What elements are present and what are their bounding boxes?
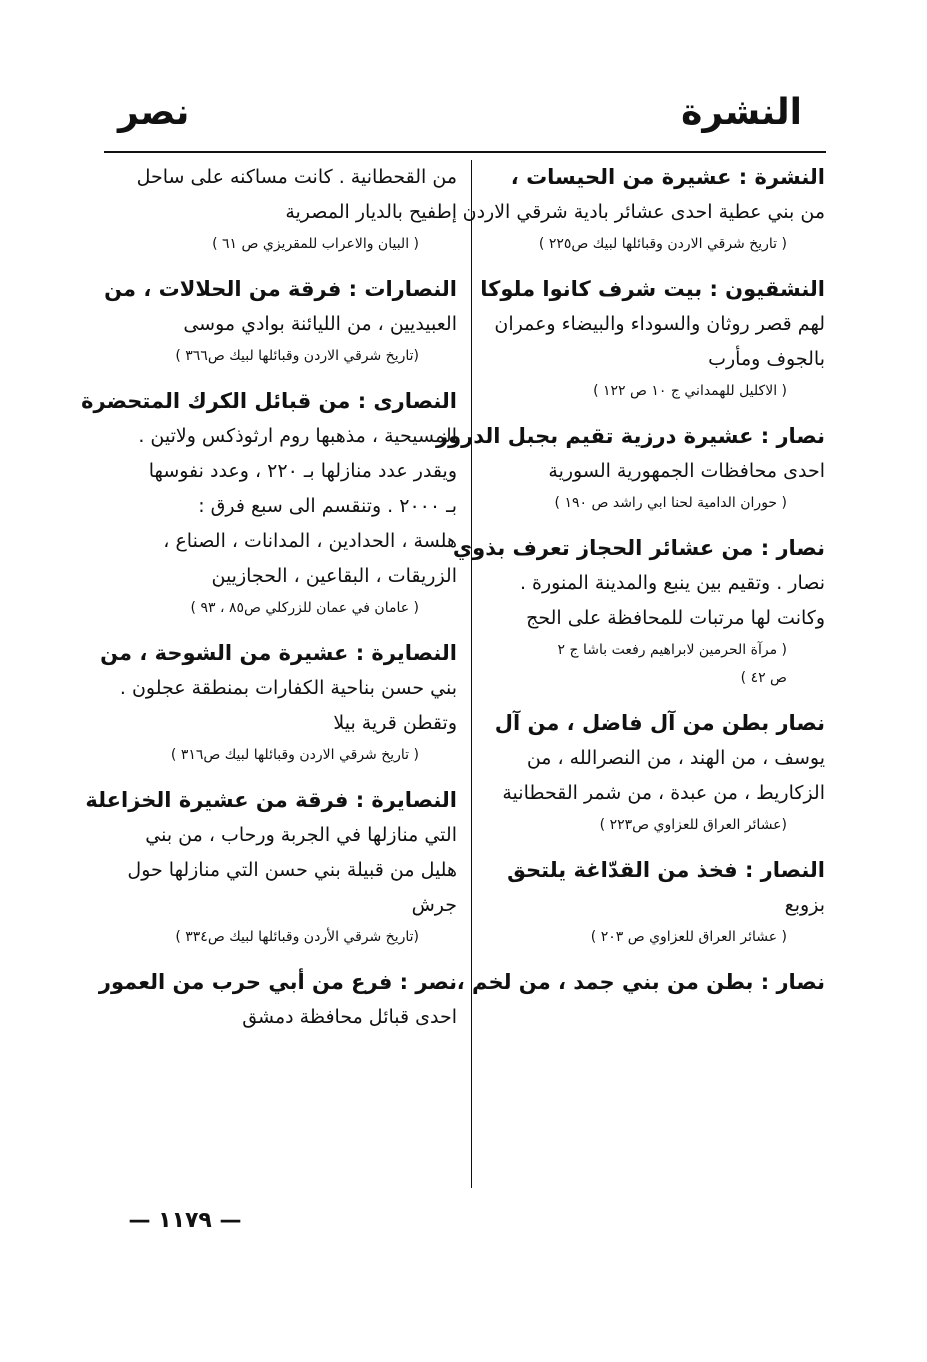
entry-text-line: ويقدر عدد منازلها بـ ٢٢٠ ، وعدد نفوسها [148,460,457,482]
source-citation: ( تاريخ شرقي الاردن وقبائلها لبيك ص٢٢٥ ) [538,236,787,252]
source-citation: ( حوران الدامية لحنا ابي راشد ص ١٩٠ ) [554,495,787,511]
entry-text-line: لهم قصر روثان والسوداء والبيضاء وعمران [494,313,825,335]
entry-headline: نصار : بطن من بني جمد ، من لخم ، [456,970,825,994]
entry-text-line: بني حسن بناحية الكفارات بمنطقة عجلون . [119,677,457,699]
entry [100,636,457,769]
source-citation: ( عشائر العراق للعزاوي ص ٢٠٣ ) [590,929,787,945]
entry-headline: النصارات : فرقة من الحلالات ، من [104,277,457,301]
entry-gap [489,517,825,531]
entry-headline: نصار : عشيرة درزية تقيم بجبل الدروز [436,424,825,448]
source-citation: ( عامان في عمان للزركلي ص٨٥ ، ٩٣ ) [190,600,419,616]
running-head-left: نصر [118,92,190,133]
source-citation: ( مرآة الحرمين لابراهيم رفعت باشا ج ٢ [557,642,787,658]
page-number: — ١١٧٩ — [128,1208,242,1233]
entry [489,853,825,951]
entry [436,419,825,517]
entry-text-line: احدى قبائل محافظة دمشق [242,1006,457,1028]
entry-gap [489,692,825,706]
entry-gap [104,258,457,272]
entry [104,160,457,258]
entry-text-line: المسيحية ، مذهبها روم ارثوذكس ولاتين . [138,425,457,447]
source-citation: (عشائر العراق للعزاوي ص٢٢٣ ) [599,817,787,833]
entry-gap [104,370,457,384]
entry-gap [489,839,825,853]
entry [456,965,825,1000]
entry-headline: النصايرة : عشيرة من الشوحة ، من [100,641,457,665]
entry-text-line: هليل من قبيلة بني حسن التي منازلها حول [127,859,457,881]
entry-text-line: من القحطانية . كانت مساكنه على ساحل [136,166,457,188]
source-citation: (تاريخ شرقي الأردن وقبائلها لبيك ص٣٣٤ ) [175,929,419,945]
entry-text-line: التي منازلها في الجربة ورحاب ، من بني [145,824,457,846]
entry-text-line: الزريقات ، البقاعين ، الحجازيين [211,565,457,587]
entry-headline: النشرة : عشيرة من الحيسات ، [510,165,825,189]
entry-text-line: من بني عطية احدى عشائر بادية شرقي الاردن [462,201,825,223]
entry [462,160,825,258]
entry-gap [489,405,825,419]
entry-text-line: نصار . وتقيم بين ينبع والمدينة المنورة . [519,572,825,594]
entry-gap [104,622,457,636]
source-citation: ( تاريخ شرقي الاردن وقبائلها لبيك ص٣١٦ ) [170,747,419,763]
entry-text-line: بالجوف ومأرب [708,348,825,370]
entry-text-line: بـ ٢٠٠٠ . وتنقسم الى سبع فرق : [198,495,457,517]
header-rule [104,151,826,153]
source-citation: ( البيان والاعراب للمقريزي ص ٦١ ) [212,236,419,252]
entry [85,783,457,951]
entry [98,965,457,1035]
entry [489,706,825,839]
entry-headline: النصار : فخذ من القدّاغة يلتحق [507,858,825,882]
entry [104,272,457,370]
entry-text-line: احدى محافظات الجمهورية السورية [548,460,825,482]
entry-text-line: يوسف ، من الهند ، من النصرالله ، من [526,747,825,769]
entry [480,272,825,405]
entry-text-line: العبيديين ، من الليائنة بوادي موسى [183,313,457,335]
entry-text-line: هلسة ، الحدادين ، المدانات ، الصناع ، [163,530,457,552]
entry-text-line: إطفيح بالديار المصرية [285,201,457,223]
entry [452,531,825,692]
entry-headline: النشقيون : بيت شرف كانوا ملوكا [480,277,825,301]
entry-gap [489,951,825,965]
entry-text-line: بزوبع [784,894,825,916]
entry-text-line: وتقطن قرية بيلا [333,712,457,734]
entry-gap [104,769,457,783]
source-citation: ( الاكليل للهمداني ج ١٠ ص ١٢٢ ) [593,383,787,399]
left-column [81,160,457,1035]
entry-text-line: وكانت لها مرتبات للمحافظة على الحج [526,607,825,629]
entry-text-line: الزكاريط ، من عبدة ، من شمر القحطانية [502,782,825,804]
entry-headline: نصار بطن من آل فاضل ، من آل [494,711,825,735]
entry-headline: النصارى : من قبائل الكرك المتحضرة [81,389,457,413]
column-divider [471,160,472,1188]
entry-headline: النصايرة : فرقة من عشيرة الخزاعلة [85,788,457,812]
source-citation: ص ٤٢ ) [740,670,787,686]
entry-gap [489,258,825,272]
entry-headline: نصر : فرع من أبي حرب من العمور [98,970,457,994]
entry [81,384,457,622]
entry-headline: نصار : من عشائر الحجاز تعرف بذوي [452,536,825,560]
right-column [436,160,825,1000]
entry-gap [104,951,457,965]
entry-text-line: جرش [411,894,457,916]
running-head-right: النشرة [681,92,802,133]
source-citation: (تاريخ شرقي الاردن وقبائلها لبيك ص٣٦٦ ) [175,348,419,364]
